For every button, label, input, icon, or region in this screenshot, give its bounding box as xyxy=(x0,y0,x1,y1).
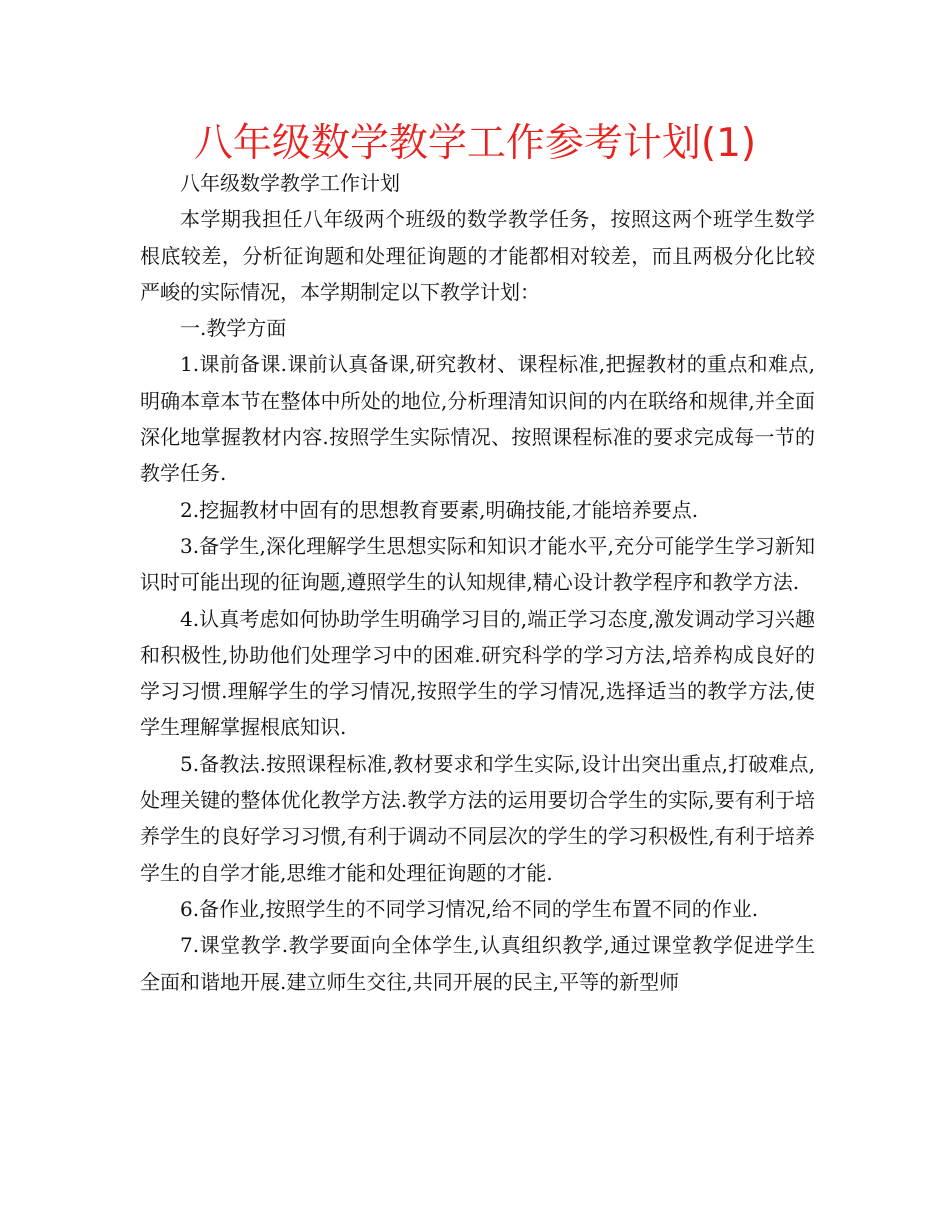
paragraph-item-1: 1.课前备课.课前认真备课,研究教材、课程标准,把握教材的重点和难点,明确本章本节在整体中所处的地位,分析理清知识间的内在联络和规律,并全面深化地掌握教材内容.按照学生实际情况、按照课程标准的要求完成每一节的教学任务. xyxy=(140,352,815,486)
document-body xyxy=(140,165,815,1000)
document-title: 八年级数学教学工作参考计划(1) xyxy=(193,121,757,166)
paragraph-item-4: 4.认真考虑如何协助学生明确学习目的,端正学习态度,激发调动学习兴趣和积极性,协助他们处理学习中的困难.研究科学的学习方法,培养构成良好的学习习惯.理解学生的学习情况,按照学生的学习情况,选择适当的教学方法,使学生理解掌握根底知识. xyxy=(140,606,815,740)
paragraph-item-6: 6.备作业,按照学生的不同学习情况,给不同的学生布置不同的作业. xyxy=(180,896,759,921)
paragraph-item-2: 2.挖掘教材中固有的思想教育要素,明确技能,才能培养要点. xyxy=(180,497,699,522)
paragraph-item-5: 5.备教法.按照课程标准,教材要求和学生实际,设计出突出重点,打破难点,处理关键的整体优化教学方法.教学方法的运用要切合学生的实际,要有利于培养学生的良好学习习惯,有利于调动不同层次的学生的学习积极性,有利于培养学生的自学才能,思维才能和处理征询题的才能. xyxy=(140,751,815,885)
paragraph-item-7: 7.课堂教学.教学要面向全体学生,认真组织教学,通过课堂教学促进学生全面和谐地开展.建立师生交往,共同开展的民主,平等的新型师 xyxy=(140,933,815,994)
document-subtitle: 八年级数学教学工作计划 xyxy=(180,171,400,195)
section-heading-teaching: 一.教学方面 xyxy=(180,316,287,341)
paragraph-item-3: 3.备学生,深化理解学生思想实际和知识才能水平,充分可能学生学习新知识时可能出现的征询题,遵照学生的认知规律,精心设计教学程序和教学方法. xyxy=(140,533,815,595)
paragraph-intro: 本学期我担任八年级两个班级的数学教学任务，按照这两个班学生数学根底较差，分析征询题和处理征询题的才能都相对较差，而且两极分化比较严峻的实际情况，本学期制定以下教学计划： xyxy=(140,207,815,304)
